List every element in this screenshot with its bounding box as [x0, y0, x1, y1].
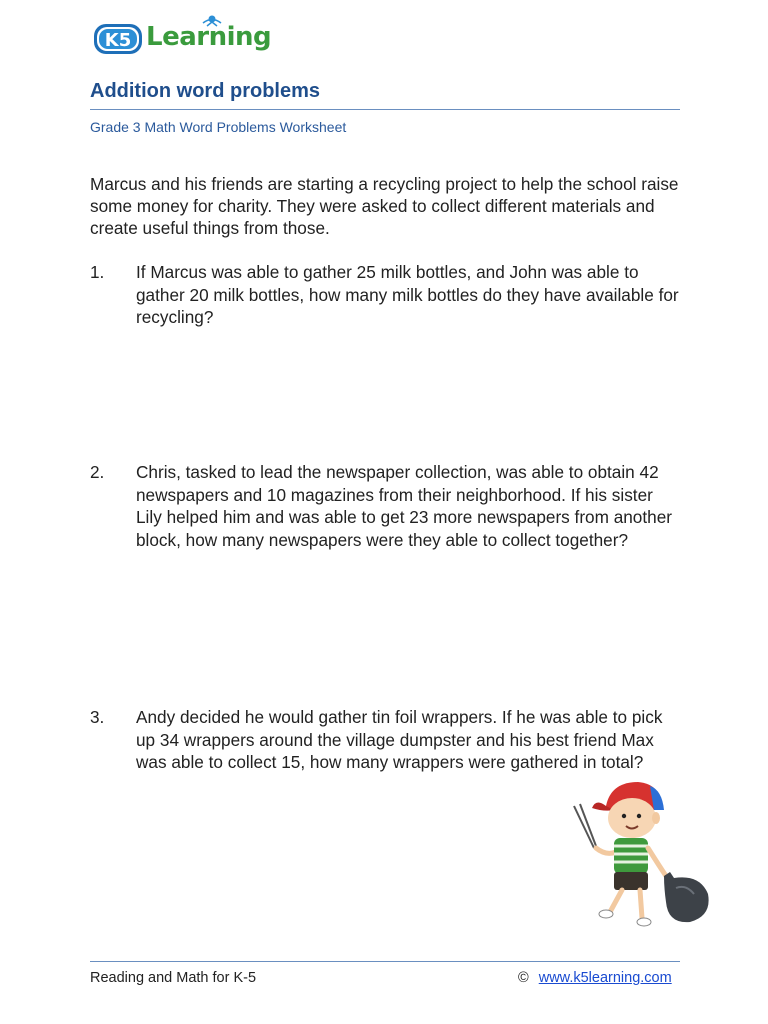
question-text: If Marcus was able to gather 25 milk bottles, and John was able to gather 20 milk bottles, how many milk bottles do they have available for recycling?: [136, 262, 679, 327]
k5learning-link[interactable]: www.k5learning.com: [538, 970, 672, 986]
footer-copyright: [518, 970, 672, 986]
svg-text:K5: K5: [104, 30, 132, 51]
question-number: 3.: [90, 707, 105, 727]
recycling-kid-illustration: [566, 776, 716, 936]
intro-paragraph: Marcus and his friends are starting a recycling project to help the school raise some money for charity. They were asked to collect different materials and create useful things from those.: [90, 174, 679, 238]
k5-learning-logo: [90, 14, 272, 60]
header-divider: [90, 109, 680, 110]
footer-tagline: Reading and Math for K-5: [90, 970, 257, 986]
logo-wordmark: Learning: [146, 22, 272, 52]
footer-divider: [90, 961, 680, 962]
question-number: 2.: [90, 462, 105, 482]
page-title: Addition word problems: [90, 80, 320, 102]
question-number: 1.: [90, 262, 105, 282]
copyright-symbol: ©: [518, 970, 529, 986]
question-text: Chris, tasked to lead the newspaper collection, was able to obtain 42 newspapers and 10 magazines from their neighborhood. If his sister Lily helped him and was able to get 23 more newspapers from another block, how many newspapers were they able to collect together?: [136, 462, 672, 550]
page-subtitle: Grade 3 Math Word Problems Worksheet: [90, 119, 347, 135]
question-text: Andy decided he would gather tin foil wrappers. If he was able to pick up 34 wrappers around the village dumpster and his best friend Max was able to collect 15, how many wrappers were gathered in total?: [136, 707, 663, 772]
